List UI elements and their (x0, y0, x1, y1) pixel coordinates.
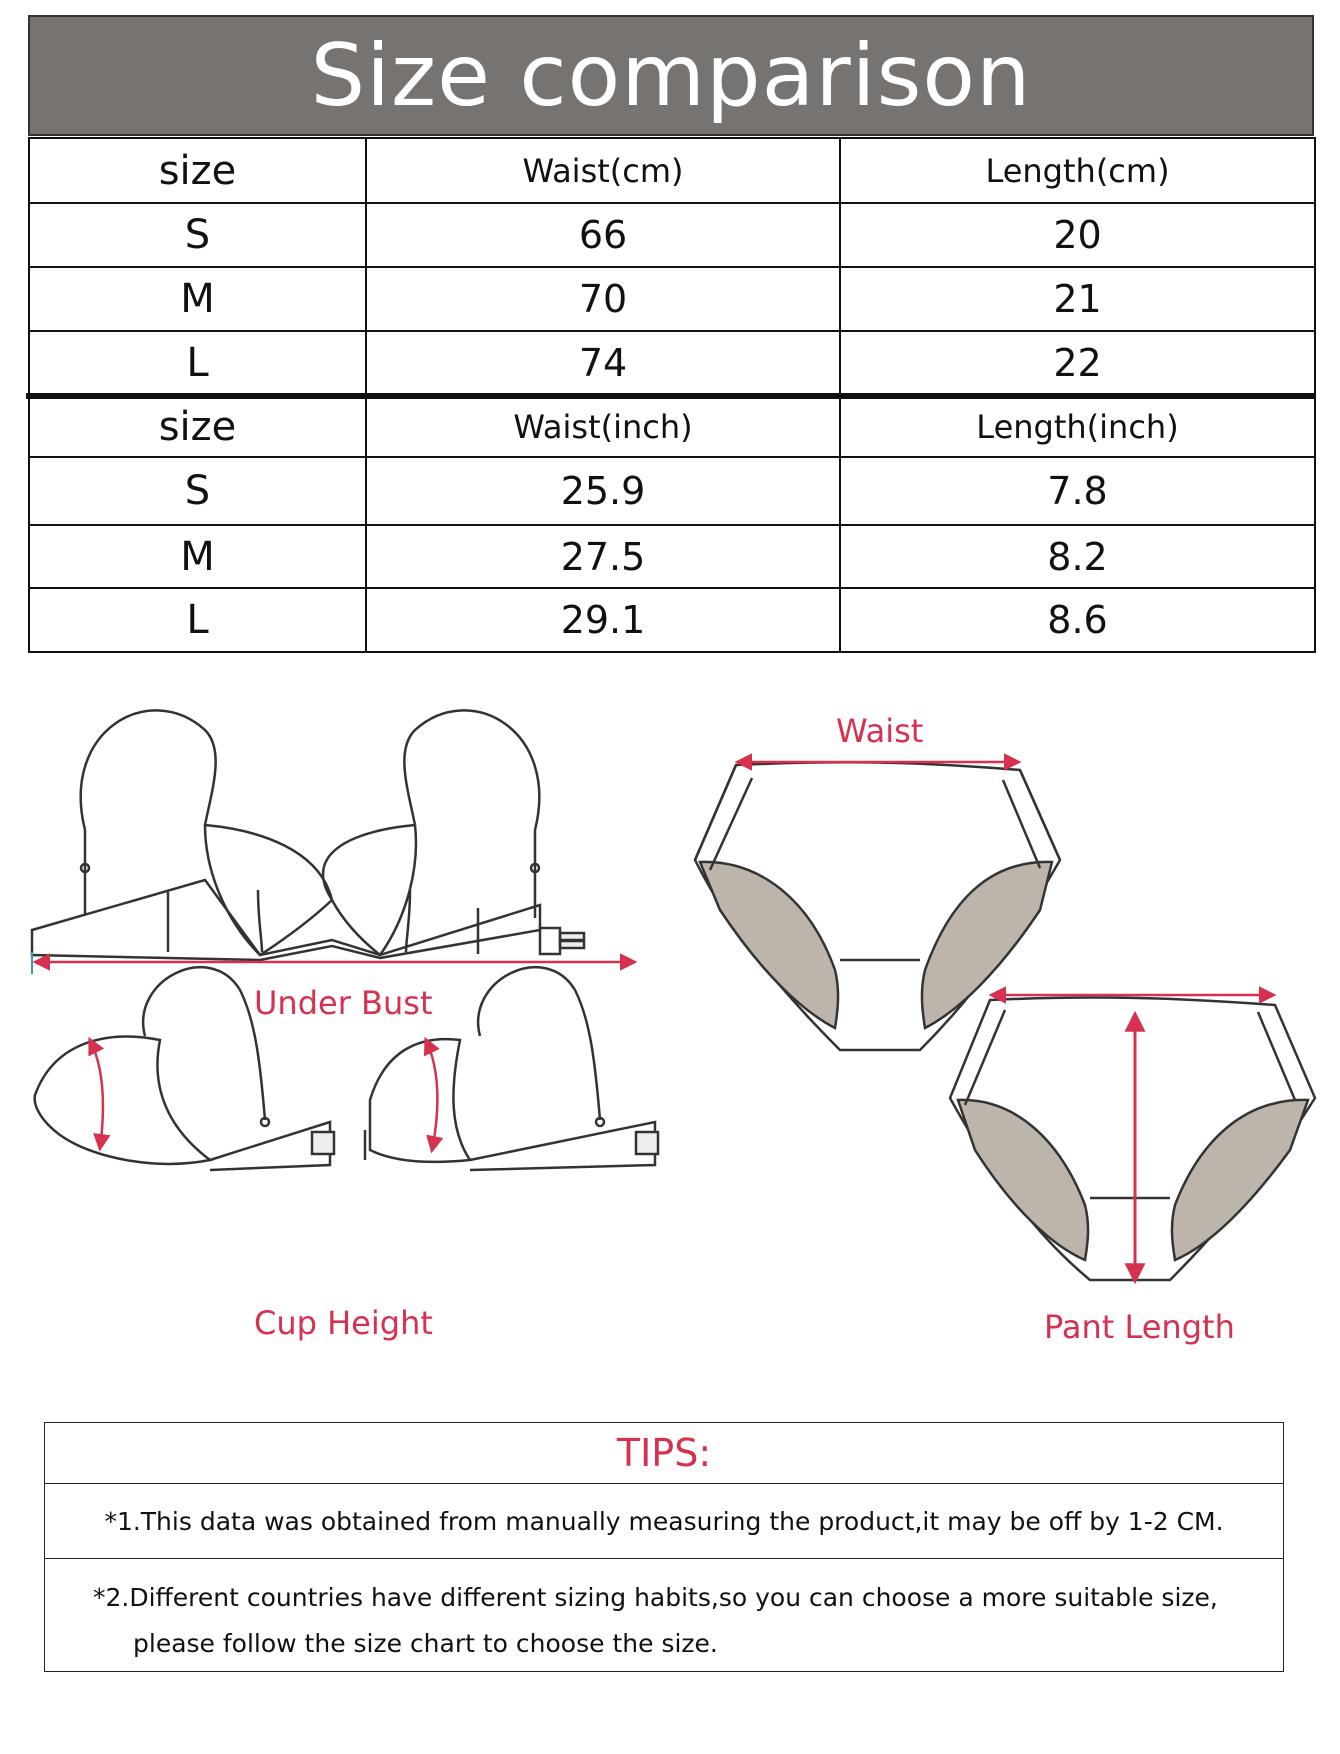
table-row (29, 457, 1315, 525)
cup-height-label: Cup Height (254, 1304, 433, 1342)
header-cell: Length(inch) (840, 397, 1315, 457)
measurement-illustrations (0, 690, 1340, 1370)
table-row (29, 267, 1315, 331)
size-table-inch (28, 396, 1316, 653)
header-cell: size (29, 138, 366, 203)
tip-2-line-1: *2.Different countries have different sizing habits,so you can choose a more suitable size, (93, 1583, 1218, 1612)
table-header-row (29, 138, 1315, 203)
header-cell: size (29, 397, 366, 457)
table-cell: M (29, 525, 366, 588)
table-cell: 8.2 (840, 525, 1315, 588)
table-cell: 74 (366, 331, 840, 394)
table-row (29, 203, 1315, 267)
table-header-row (29, 397, 1315, 457)
table-cell: 20 (840, 203, 1315, 267)
table-cell: 29.1 (366, 588, 840, 652)
table-cell: 22 (840, 331, 1315, 394)
measurement-diagram (0, 690, 1340, 1370)
page-title: Size comparison (310, 25, 1032, 126)
header-cell: Length(cm) (840, 138, 1315, 203)
table-cell: 7.8 (840, 457, 1315, 525)
tips-heading: TIPS: (45, 1423, 1283, 1484)
header-cell: Waist(cm) (366, 138, 840, 203)
table-row (29, 588, 1315, 652)
waist-label: Waist (836, 712, 924, 750)
table-row (29, 525, 1315, 588)
size-table-cm (28, 137, 1316, 395)
tip-2-line-2: please follow the size chart to choose the size. (133, 1629, 718, 1658)
table-cell: 8.6 (840, 588, 1315, 652)
table-row (29, 331, 1315, 394)
table-cell: S (29, 457, 366, 525)
table-cell: 27.5 (366, 525, 840, 588)
table-cell: 21 (840, 267, 1315, 331)
table-cell: M (29, 267, 366, 331)
table-cell: S (29, 203, 366, 267)
tip-2 (45, 1559, 1283, 1667)
pant-length-label: Pant Length (1044, 1308, 1235, 1346)
table-cell: L (29, 331, 366, 394)
bra-full-icon (32, 710, 584, 960)
header-cell: Waist(inch) (366, 397, 840, 457)
table-cell: 25.9 (366, 457, 840, 525)
tip-1: *1.This data was obtained from manually measuring the product,it may be off by 1-2 CM. (45, 1484, 1283, 1559)
title-banner (28, 15, 1314, 136)
pant-icon-length (950, 998, 1315, 1280)
table-cell: L (29, 588, 366, 652)
table-cell: 66 (366, 203, 840, 267)
table-cell: 70 (366, 267, 840, 331)
tips-box (44, 1422, 1284, 1672)
under-bust-label: Under Bust (254, 984, 433, 1022)
